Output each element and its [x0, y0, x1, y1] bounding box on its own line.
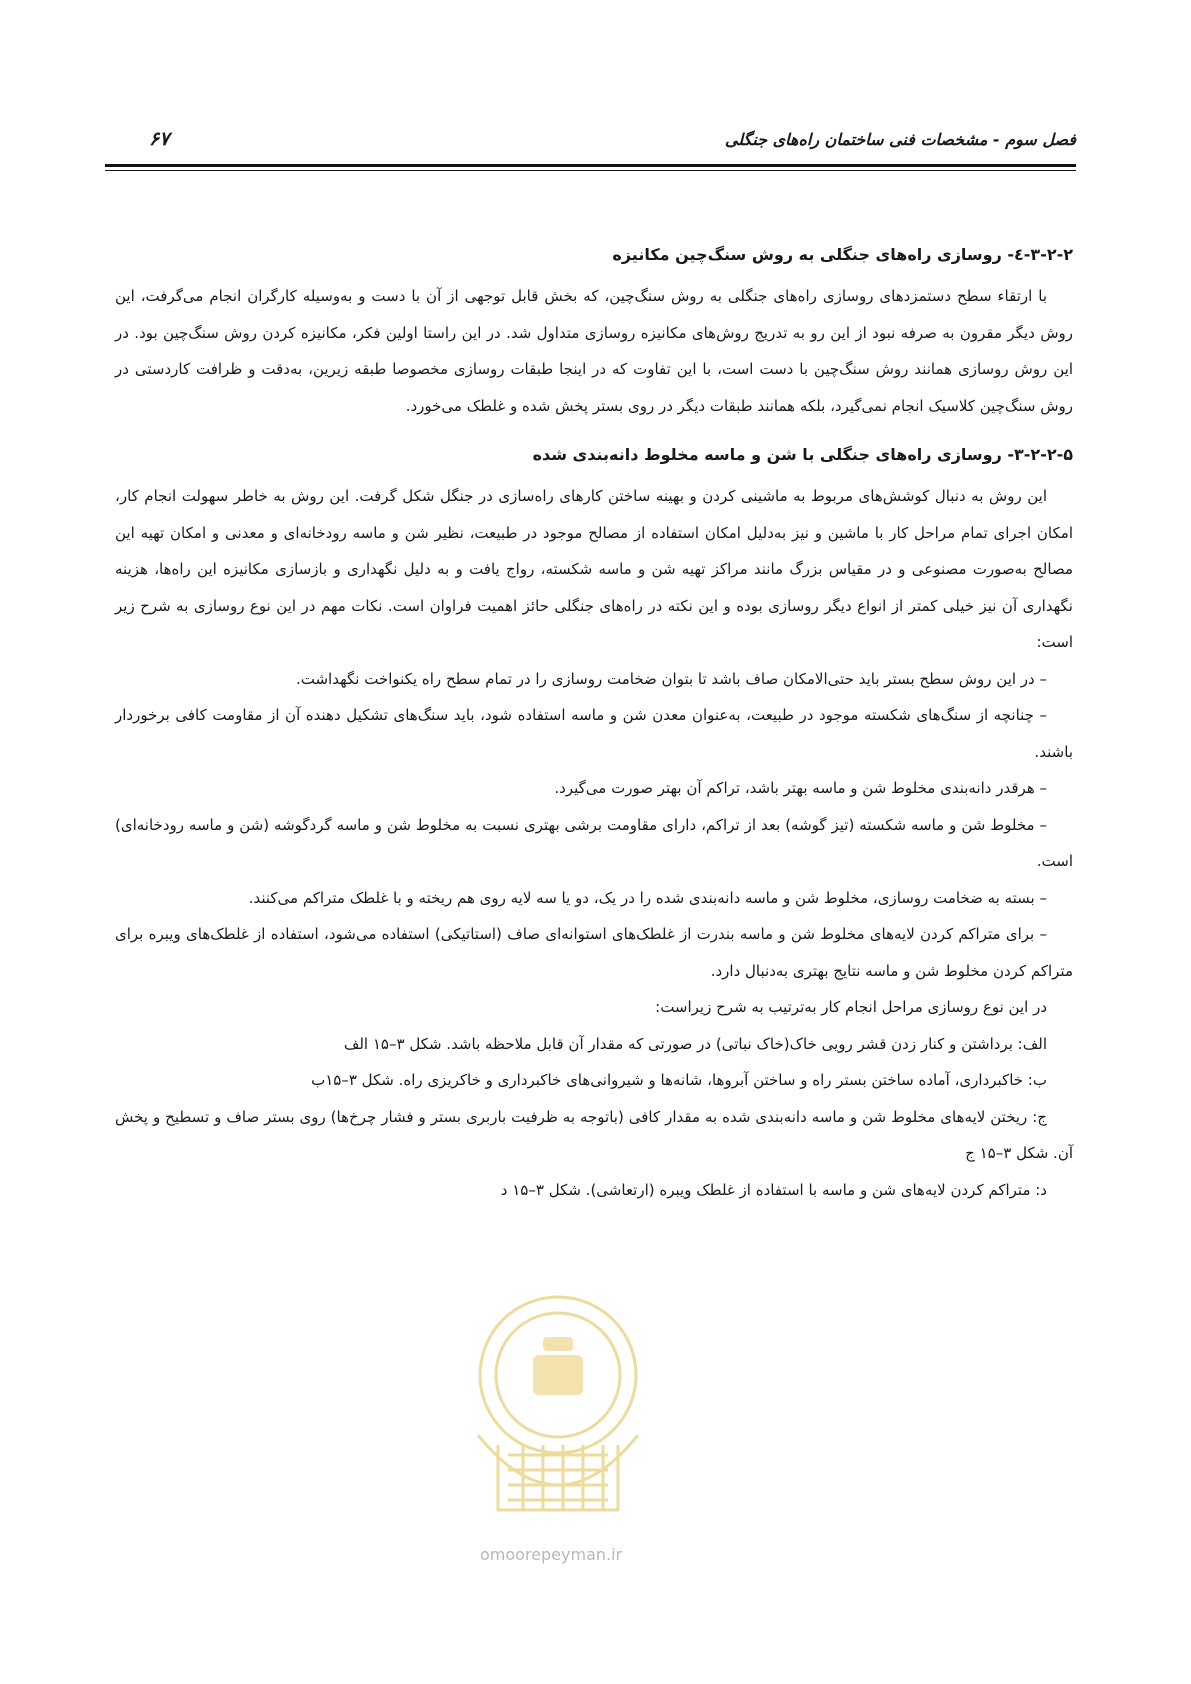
- paragraph-graded-gravel: این روش به دنبال کوشش‌های مربوط به ماشینی کردن و بهینه ساختن کارهای راه‌سازی در جنگل شکل گرفت. این روش به خاطر سهولت انجام کار، امکان اجرای تمام مراحل کار با ماشین و نیز به‌دلیل امکان استفاده از مصالح موجود در طبیعت، نظیر شن و ماسه رودخانه‌ای و معدنی و امکان تهیه این مصالح به‌صورت مصنوعی و در مقیاس بزرگ مانند مراکز تهیه شن و ماسه شکسته، رواج یافت و به دلیل نگهداری و بازسازی مکانیزه این راه‌ها، هزینه نگهداری آن نیز خیلی کمتر از انواع دیگر روسازی بوده و این نکته در راه‌های جنگلی حائز اهمیت فراوان است. نکات مهم در این نوع روسازی به شرح زیر است:: [115, 487, 1073, 651]
- bullet-item: – برای متراکم کردن لایه‌های مخلوط شن و ماسه بندرت از غلطک‌های استوانه‌ای صاف (استاتیکی) استفاده می‌شود، استفاده از غلطک‌های ویبره برای متراکم کردن مخلوط شن و ماسه نتایج بهتری به‌دنبال دارد.: [115, 925, 1073, 980]
- header-rule-thick: [105, 164, 1076, 167]
- page-number: ۶۷: [149, 128, 170, 150]
- watermark-caption: omoorepeyman.ir: [480, 1545, 623, 1564]
- header-rule-thin: [105, 170, 1076, 171]
- chapter-title: فصل سوم - مشخصات فنی ساختمان راه‌های جنگلی: [724, 130, 1076, 149]
- bullet-item: – هرقدر دانه‌بندی مخلوط شن و ماسه بهتر باشد، تراکم آن بهتر صورت می‌گیرد.: [554, 779, 1047, 797]
- step-item-jim: ج: ریختن لایه‌های مخلوط شن و ماسه دانه‌بندی شده به مقدار کافی (باتوجه به ظرفیت باربری بستر و فشار چرخ‌ها) روی بستر صاف و تسطیح و پخش آن. شکل ۳–۱۵ ج: [115, 1107, 1073, 1162]
- watermark-seal-icon: [438, 1275, 678, 1535]
- paragraph-mechanized-stone: با ارتقاء سطح دستمزدهای روسازی راه‌های جنگلی به روش سنگ‌چین، که بخش قابل توجهی از آن با دست و به‌وسیله کارگران انجام می‌گرفت، این روش دیگر مقرون به صرفه نبود از این رو به تدریج روش‌های مکانیزه روسازی متداول شد. در این راستا اولین فکر، مکانیزه کردن روش سنگ‌چین بود. در این روش روسازی همانند روش سنگ‌چین با دست است، با این تفاوت که در اینجا طبقات روسازی مخصوصا طبقه زیرین، به‌دقت و ظرافت کاردستی در روش سنگ‌چین کلاسیک انجام نمی‌گیرد، بلکه همانند طبقات دیگر در روی بستر پخش شده و غلطک می‌خورد.: [115, 287, 1073, 415]
- step-item-be: ب: خاکبرداری، آماده ساختن بستر راه و ساختن آبروها، شانه‌ها و شیروانی‌های خاکبرداری و خاکریزی راه. شکل ۳–۱۵ب: [311, 1071, 1047, 1089]
- bullet-item: – مخلوط شن و ماسه شکسته (تیز گوشه) بعد از تراکم، دارای مقاومت برشی بهتری نسبت به مخلوط شن و ماسه گردگوشه (شن و ماسه رودخانه‌ای) است.: [115, 815, 1073, 870]
- step-item-alef: الف: برداشتن و کنار زدن قشر رویی خاک(خاک نباتی) در صورتی که مقدار آن قابل ملاحظه باشد. شکل ۳–۱۵ الف: [343, 1034, 1047, 1053]
- section-heading-mechanized-stone: ۳-۲-۲-٤- روسازی راه‌های جنگلی به روش سنگ‌چین مکانیزه: [612, 245, 1073, 264]
- running-header: [105, 128, 1076, 158]
- page-body: [115, 240, 1073, 1208]
- section-heading-graded-gravel: ۳-۲-۲-۵- روسازی راه‌های جنگلی با شن و ماسه مخلوط دانه‌بندی شده: [532, 445, 1073, 464]
- steps-intro: در این نوع روسازی مراحل انجام کار به‌ترتیب به شرح زیراست:: [655, 998, 1047, 1016]
- bullet-item: – چنانچه از سنگ‌های شکسته موجود در طبیعت، به‌عنوان معدن شن و ماسه استفاده شود، باید سنگ‌های تشکیل دهنده آن از مقاومت کافی برخوردار باشند.: [115, 706, 1073, 761]
- step-item-dal: د: متراکم کردن لایه‌های شن و ماسه با استفاده از غلطک ویبره (ارتعاشی). شکل ۳–۱۵ د: [500, 1180, 1047, 1199]
- bullet-item: – در این روش سطح بستر باید حتی‌الامکان صاف باشد تا بتوان ضخامت روسازی را در تمام سطح راه یکنواخت نگهداشت.: [295, 669, 1047, 688]
- bullet-item: – بسته به ضخامت روسازی، مخلوط شن و ماسه دانه‌بندی شده را در یک، دو یا سه لایه روی هم ریخته و با غلطک متراکم می‌کنند.: [248, 888, 1047, 907]
